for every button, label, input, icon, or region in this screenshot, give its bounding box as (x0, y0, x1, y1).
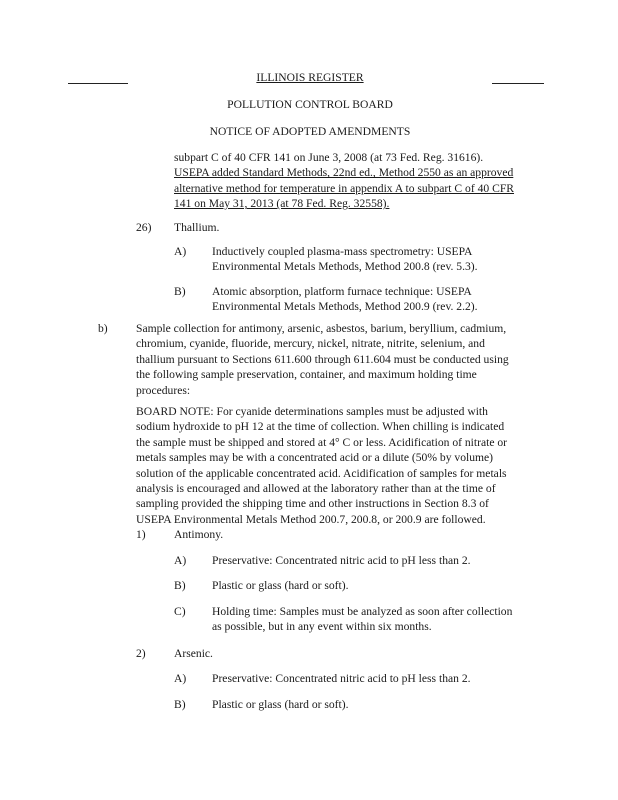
section-label: b) (98, 322, 108, 335)
text-line: sodium hydroxide to pH 12 at the time of collection. When chilling is indicated (136, 420, 505, 434)
text-line: procedures: (136, 383, 191, 397)
sub-label: B) (174, 285, 186, 298)
item-title: Thallium. (174, 221, 220, 234)
sub-label: C) (174, 605, 186, 618)
item-number: 2) (136, 647, 146, 660)
continuation-line: subpart C of 40 CFR 141 on June 3, 2008 (at 73 Fed. Reg. 31616). (174, 151, 484, 164)
text-line: metals samples may be with a concentrated acid or a dilute (50% by volume) (136, 451, 494, 465)
text-line: BOARD NOTE: For cyanide determinations samples must be adjusted with (136, 405, 488, 418)
header-rule-right (492, 83, 544, 84)
text-line: sampling provided the shipping time and other instructions in Section 8.3 of (136, 497, 489, 511)
amendment-line: alternative method for temperature in appendix A to subpart C of 40 CFR (174, 181, 515, 195)
board-title: POLLUTION CONTROL BOARD (227, 98, 393, 111)
text-line: chromium, cyanide, fluoride, mercury, nickel, nitrate, nitrite, selenium, and (136, 337, 485, 351)
text-line: the following sample preservation, container, and maximum holding time (136, 368, 477, 382)
text-line: Environmental Metals Methods, Method 200.9 (rev. 2.2). (212, 300, 478, 314)
text-line: Holding time: Samples must be analyzed as soon after collection (212, 605, 513, 618)
text-line: Atomic absorption, platform furnace technique: USEPA (212, 285, 472, 298)
section-b-paragraph (136, 321, 509, 398)
amendment-line: USEPA added Standard Methods, 22nd ed., Method 2550 as an approved (174, 166, 514, 180)
sub-label: A) (174, 554, 187, 567)
sub-text: Preservative: Concentrated nitric acid to pH less than 2. (212, 672, 471, 685)
sub-text (212, 244, 478, 275)
text-line: the sample must be shipped and stored at 4° C or less. Acidification of nitrate or (136, 435, 508, 449)
item-title: Antimony. (174, 528, 224, 541)
sub-label: A) (174, 672, 187, 685)
sub-label: B) (174, 579, 186, 592)
sub-text (212, 604, 512, 635)
text-line: Sample collection for antimony, arsenic, asbestos, barium, beryllium, cadmium, (136, 322, 507, 335)
sub-text: Plastic or glass (hard or soft). (212, 698, 349, 711)
sub-text: Plastic or glass (hard or soft). (212, 579, 349, 592)
sub-text: Preservative: Concentrated nitric acid to pH less than 2. (212, 554, 471, 567)
register-title: ILLINOIS REGISTER (256, 71, 364, 84)
text-line: USEPA Environmental Metals Method 200.7, 200.8, or 200.9 are followed. (136, 512, 486, 526)
sub-label: A) (174, 245, 187, 258)
item-number: 1) (136, 528, 146, 541)
sub-label: B) (174, 698, 186, 711)
notice-title: NOTICE OF ADOPTED AMENDMENTS (209, 125, 411, 138)
text-line: Inductively coupled plasma-mass spectrometry: USEPA (212, 245, 473, 258)
amendment-line: 141 on May 31, 2013 (at 78 Fed. Reg. 32558). (174, 197, 390, 211)
board-note (136, 404, 507, 527)
header-rule-left (68, 83, 128, 84)
item-number: 26) (136, 221, 152, 234)
text-line: analysis is encouraged and allowed at the laboratory rather than at the time of (136, 482, 496, 496)
item-title: Arsenic. (174, 647, 213, 660)
text-line: as possible, but in any event within six months. (212, 620, 432, 634)
text-line: Environmental Metals Methods, Method 200.8 (rev. 5.3). (212, 260, 478, 274)
continuation-paragraph (174, 150, 514, 212)
text-line: solution of the applicable concentrated acid. Acidification of samples for metals (136, 466, 507, 480)
text-line: thallium pursuant to Sections 611.600 through 611.604 must be conducted using (136, 352, 509, 366)
sub-text (212, 284, 478, 315)
